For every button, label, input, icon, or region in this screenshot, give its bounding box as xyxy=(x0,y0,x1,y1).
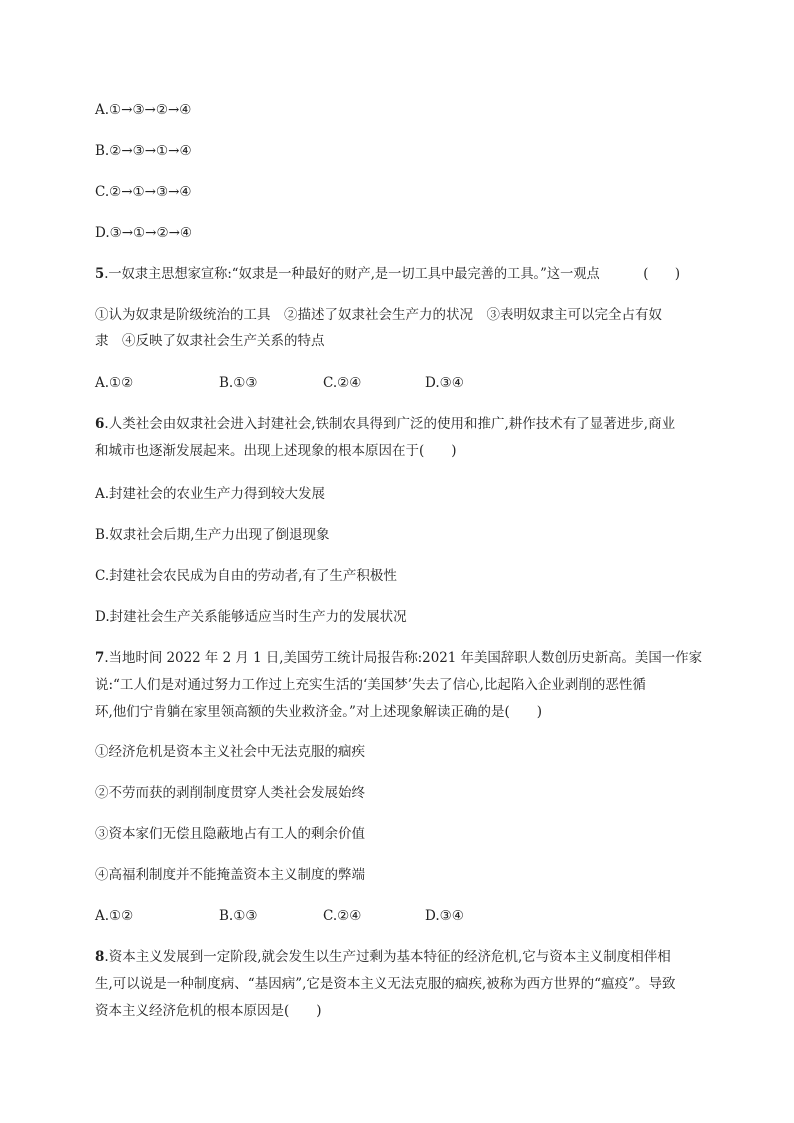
q5-choice-a: A.①② xyxy=(95,375,134,391)
q4-option-b: B.②→③→①→④ xyxy=(95,143,192,159)
q8-stem-line1 xyxy=(95,948,671,966)
q8-stem-line2: 生,可以说是一种制度病、“基因病”,它是资本主义无法克服的痼疾,被称为西方世界的“瘟疫”。导致 xyxy=(95,976,676,992)
q7-choice-a: A.①② xyxy=(95,908,134,924)
q4-option-d: D.③→①→②→④ xyxy=(95,225,192,241)
q4-option-c: C.②→①→③→④ xyxy=(95,184,192,200)
q6-stem-line1 xyxy=(95,415,675,433)
q6-stem-text: .人类社会由奴隶社会进入封建社会,铁制农具得到广泛的使用和推广,耕作技术有了显著进步,商业 xyxy=(104,416,676,432)
q5-stem xyxy=(95,265,702,283)
q5-statements-line1: ①认为奴隶是阶级统治的工具 ②描述了奴隶社会生产力的状况 ③表明奴隶主可以完全占有奴 xyxy=(95,307,662,323)
q7-choice-d: D.③④ xyxy=(425,908,464,924)
q6-option-c: C.封建社会农民成为自由的劳动者,有了生产积极性 xyxy=(95,568,397,584)
q7-statement-2: ②不劳而获的剥削制度贯穿人类社会发展始终 xyxy=(95,785,365,801)
q7-stem-line1 xyxy=(95,649,702,667)
q7-number: 7 xyxy=(95,650,105,666)
q8-stem-line3: 资本主义经济危机的根本原因是( ) xyxy=(95,1003,322,1019)
q7-statement-4: ④高福利制度并不能掩盖资本主义制度的弊端 xyxy=(95,867,365,883)
q5-stem-text: .一奴隶主思想家宣称:“奴隶是一种最好的财产,是一切工具中最完善的工具。”这一观点 xyxy=(104,266,600,282)
q7-stem-line2: 说:“工人们是对通过努力工作过上充实生活的‘美国梦’失去了信心,比起陷入企业剥削的恶性循 xyxy=(95,677,646,693)
q5-choice-c: C.②④ xyxy=(323,375,362,391)
q8-stem-text: .资本主义发展到一定阶段,就会发生以生产过剩为基本特征的经济危机,它与资本主义制度相伴相 xyxy=(104,949,671,965)
q7-stem-line3: 环,他们宁肯躺在家里领高额的失业救济金。”对上述现象解读正确的是( ) xyxy=(95,704,542,720)
q4-option-a: A.①→③→②→④ xyxy=(95,102,192,118)
q5-statements-line2: 隶 ④反映了奴隶社会生产关系的特点 xyxy=(95,333,325,349)
q6-option-a: A.封建社会的农业生产力得到较大发展 xyxy=(95,486,326,502)
q6-option-d: D.封建社会生产关系能够适应当时生产力的发展状况 xyxy=(95,609,407,625)
q7-statement-3: ③资本家们无偿且隐蔽地占有工人的剩余价值 xyxy=(95,826,365,842)
q6-number: 6 xyxy=(95,416,105,432)
q8-number: 8 xyxy=(95,949,105,965)
q5-answer-paren: ( ) xyxy=(643,266,680,282)
q7-stem-text: .当地时间 2022 年 2 月 1 日,美国劳工统计局报告称:2021 年美国辞职人数创历史新高。美国一作家 xyxy=(104,650,702,666)
q7-choice-c: C.②④ xyxy=(323,908,362,924)
q6-stem-line2: 和城市也逐渐发展起来。出现上述现象的根本原因在于( ) xyxy=(95,443,457,459)
q7-statement-1: ①经济危机是资本主义社会中无法克服的痼疾 xyxy=(95,744,365,760)
q5-number: 5 xyxy=(95,266,105,282)
q7-choice-b: B.①③ xyxy=(219,908,258,924)
q6-option-b: B.奴隶社会后期,生产力出现了倒退现象 xyxy=(95,527,330,543)
q5-choice-b: B.①③ xyxy=(219,375,258,391)
q5-choice-d: D.③④ xyxy=(425,375,464,391)
